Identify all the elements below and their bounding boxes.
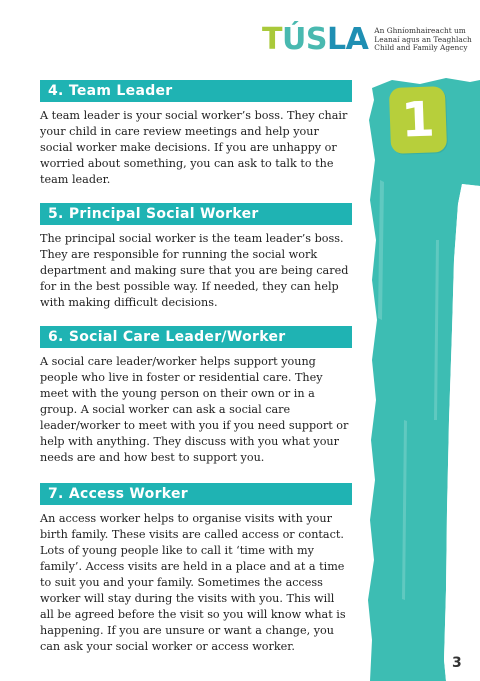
tagline-line: An Ghníomhaireacht um — [374, 26, 466, 36]
logo-letter: T — [262, 22, 282, 57]
section-body: An access worker helps to organise visits with your birth family. These visits are called access or contact. Lots of young people like to call it ‘time with my family’. Access visits are held in a place and at a time to suit you and your family. Sometimes the access worker will stay during the visits with you. This will all be agreed before the visit so you will know what is happening. If you are unsure or want a change, you can ask your social worker or access worker. — [40, 512, 346, 653]
tagline-line: Child and Family Agency — [374, 43, 468, 53]
section-body: A team leader is your social worker’s boss. They chair your child in care review meetings and help your social worker make decisions. If you are unhappy or worried about something, you can ask to talk to the team leader. — [40, 109, 348, 186]
section-heading: 5. Principal Social Worker — [40, 203, 352, 225]
tusla-wordmark — [262, 22, 369, 57]
logo-letter: L — [326, 22, 346, 57]
chapter-number-badge — [389, 86, 447, 154]
section-body: A social care leader/worker helps support young people who live in foster or residential care. They meet with the young person on their own or in a group. A social worker can ask a social care leader/worker to meet with you if you need support or help with anything. They discuss with you what your needs are and how best to support you. — [40, 355, 349, 464]
chapter-number: 1 — [400, 91, 436, 149]
section-body: The principal social worker is the team leader’s boss. They are responsible for running the social work department and making sure that you are being cared for in the best possible way. If needed, they can help with making difficult decisions. — [40, 232, 349, 309]
section-heading: 6. Social Care Leader/Worker — [40, 326, 352, 348]
section-social-care-leader-worker — [40, 326, 352, 466]
logo-letter: S — [305, 22, 327, 57]
section-principal-social-worker — [40, 203, 352, 311]
section-heading: 4. Team Leader — [40, 80, 352, 102]
agency-tagline — [374, 27, 471, 53]
logo-letter: Ú — [281, 22, 306, 57]
section-team-leader — [40, 80, 352, 188]
section-access-worker — [40, 483, 352, 655]
tagline-line: Leanaí agus an Teaghlach — [374, 34, 472, 44]
tusla-logo — [262, 20, 472, 60]
page-number: 3 — [452, 655, 462, 671]
logo-letter: A — [345, 22, 369, 57]
section-heading: 7. Access Worker — [40, 483, 352, 505]
